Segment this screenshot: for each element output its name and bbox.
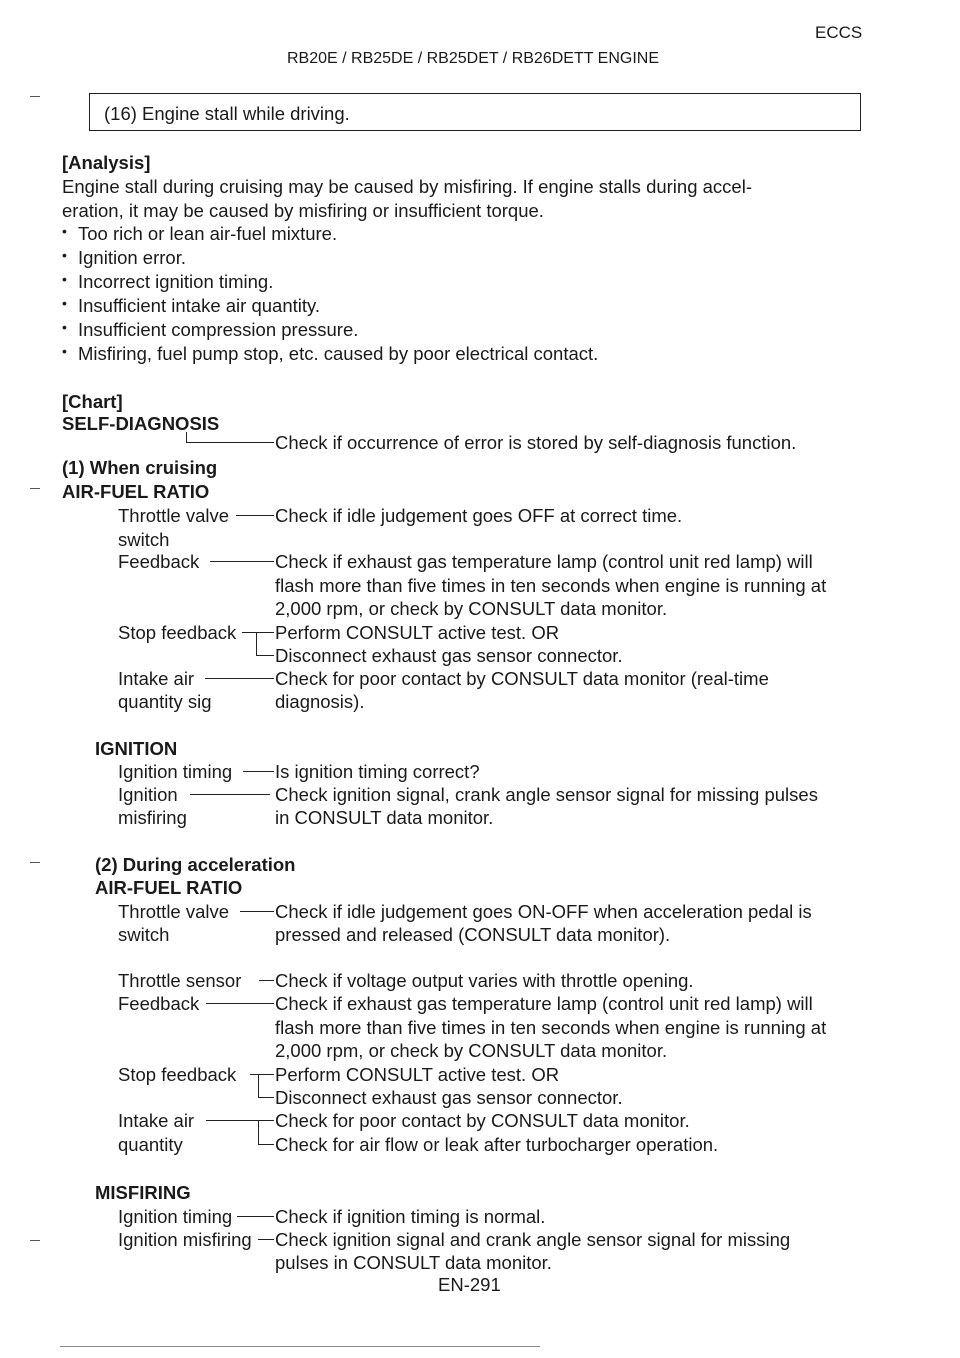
connector-line (190, 794, 270, 795)
cruise-throttle-label-2: switch (118, 529, 170, 550)
cruise-feedback-label: Feedback (118, 551, 200, 572)
connector-line (258, 1097, 274, 1098)
engine-models: RB20E / RB25DE / RB25DET / RB26DETT ENGINE (287, 50, 659, 67)
cruise-feedback-desc-3: 2,000 rpm, or check by CONSULT data monitor. (275, 598, 668, 619)
section-code: ECCS (815, 23, 863, 42)
cruise-throttle-desc: Check if idle judgement goes OFF at correct time. (275, 505, 683, 526)
connector-line (256, 655, 274, 656)
self-diagnosis-desc: Check if occurrence of error is stored by self-diagnosis function. (275, 432, 797, 453)
connector-line (236, 515, 274, 516)
cruising-afr-title: AIR-FUEL RATIO (62, 481, 210, 502)
margin-mark (30, 862, 40, 863)
cruise-intake-desc-1: Check for poor contact by CONSULT data monitor (real-time (275, 668, 769, 689)
connector-line (250, 1074, 274, 1075)
accel-throttle-desc-1: Check if idle judgement goes ON-OFF when acceleration pedal is (275, 901, 812, 922)
accel-throttle-label-2: switch (118, 924, 170, 945)
accel-intake-label-2: quantity (118, 1134, 183, 1155)
accel-feedback-desc-2: flash more than five times in ten seconds when engine is running at (275, 1017, 827, 1038)
misfiring-title: MISFIRING (95, 1182, 191, 1203)
cruise-stop-label: Stop feedback (118, 622, 237, 643)
cruise-misfire-label-2: misfiring (118, 807, 187, 828)
accel-stop-desc-1: Perform CONSULT active test. OR (275, 1064, 560, 1085)
list-item: • Insufficient compression pressure. (62, 319, 762, 341)
title-box (89, 93, 861, 131)
cruise-feedback-desc-2: flash more than five times in ten seconds when engine is running at (275, 575, 827, 596)
list-item: • Insufficient intake air quantity. (62, 295, 762, 317)
chart-heading: [Chart] (62, 391, 123, 412)
connector-line (186, 432, 187, 442)
cruise-misfire-desc-1: Check ignition signal, crank angle sensor signal for missing pulses (275, 784, 818, 805)
connector-line (242, 632, 274, 633)
accel-title: (2) During acceleration (95, 854, 296, 875)
connector-line (258, 1120, 259, 1144)
page-number: EN-291 (438, 1274, 501, 1295)
connector-line (258, 1144, 274, 1145)
accel-afr-title: AIR-FUEL RATIO (95, 877, 243, 898)
cruise-intake-label-2: quantity sig (118, 691, 212, 712)
cruise-stop-desc-2: Disconnect exhaust gas sensor connector. (275, 645, 623, 666)
cruise-misfire-desc-2: in CONSULT data monitor. (275, 807, 494, 828)
margin-mark (30, 488, 40, 489)
margin-mark (30, 96, 40, 97)
ignition-title: IGNITION (95, 738, 178, 759)
connector-line (210, 561, 274, 562)
accel-misfire-desc-2: pulses in CONSULT data monitor. (275, 1252, 552, 1273)
connector-line (205, 678, 274, 679)
footer-rule (60, 1346, 540, 1347)
accel-stop-label: Stop feedback (118, 1064, 237, 1085)
analysis-text-1: Engine stall during cruising may be caused by misfiring. If engine stalls during accel- (62, 176, 752, 197)
cruise-throttle-label-1: Throttle valve (118, 505, 230, 526)
connector-line (237, 1216, 274, 1217)
accel-misfire-label: Ignition misfiring (118, 1229, 252, 1250)
accel-feedback-desc-1: Check if exhaust gas temperature lamp (control unit red lamp) will (275, 993, 813, 1014)
connector-line (258, 1239, 274, 1240)
accel-throttle-label-1: Throttle valve (118, 901, 230, 922)
connector-line (186, 442, 274, 443)
list-item: • Misfiring, fuel pump stop, etc. caused by poor electrical contact. (62, 343, 762, 365)
connector-line (206, 1120, 274, 1121)
analysis-heading: [Analysis] (62, 152, 151, 173)
accel-timing-desc: Check if ignition timing is normal. (275, 1206, 546, 1227)
accel-sensor-label: Throttle sensor (118, 970, 242, 991)
cruise-timing-label: Ignition timing (118, 761, 233, 782)
connector-line (258, 1074, 259, 1097)
margin-mark (30, 1240, 40, 1241)
connector-line (259, 980, 274, 981)
connector-line (243, 771, 274, 772)
accel-intake-label-1: Intake air (118, 1110, 195, 1131)
accel-misfire-desc-1: Check ignition signal and crank angle sensor signal for missing (275, 1229, 791, 1250)
accel-intake-desc-1: Check for poor contact by CONSULT data monitor. (275, 1110, 690, 1131)
cruise-feedback-desc-1: Check if exhaust gas temperature lamp (control unit red lamp) will (275, 551, 813, 572)
cruising-title: (1) When cruising (62, 457, 218, 478)
connector-line (206, 1003, 274, 1004)
accel-intake-desc-2: Check for air flow or leak after turbocharger operation. (275, 1134, 719, 1155)
accel-feedback-desc-3: 2,000 rpm, or check by CONSULT data monitor. (275, 1040, 668, 1061)
list-item: • Ignition error. (62, 247, 762, 269)
list-item: • Incorrect ignition timing. (62, 271, 762, 293)
page-title: (16) Engine stall while driving. (104, 103, 350, 124)
cruise-stop-desc-1: Perform CONSULT active test. OR (275, 622, 560, 643)
cruise-intake-label-1: Intake air (118, 668, 195, 689)
list-item: • Too rich or lean air-fuel mixture. (62, 223, 762, 245)
connector-line (240, 911, 274, 912)
cruise-misfire-label-1: Ignition (118, 784, 178, 805)
cruise-intake-desc-2: diagnosis). (275, 691, 365, 712)
accel-sensor-desc: Check if voltage output varies with throttle opening. (275, 970, 694, 991)
accel-stop-desc-2: Disconnect exhaust gas sensor connector. (275, 1087, 623, 1108)
self-diagnosis-title: SELF-DIAGNOSIS (62, 413, 220, 434)
accel-throttle-desc-2: pressed and released (CONSULT data monitor). (275, 924, 671, 945)
cruise-timing-desc: Is ignition timing correct? (275, 761, 480, 782)
accel-timing-label: Ignition timing (118, 1206, 233, 1227)
connector-line (256, 632, 257, 655)
accel-feedback-label: Feedback (118, 993, 200, 1014)
analysis-text-2: eration, it may be caused by misfiring or insufficient torque. (62, 200, 544, 221)
